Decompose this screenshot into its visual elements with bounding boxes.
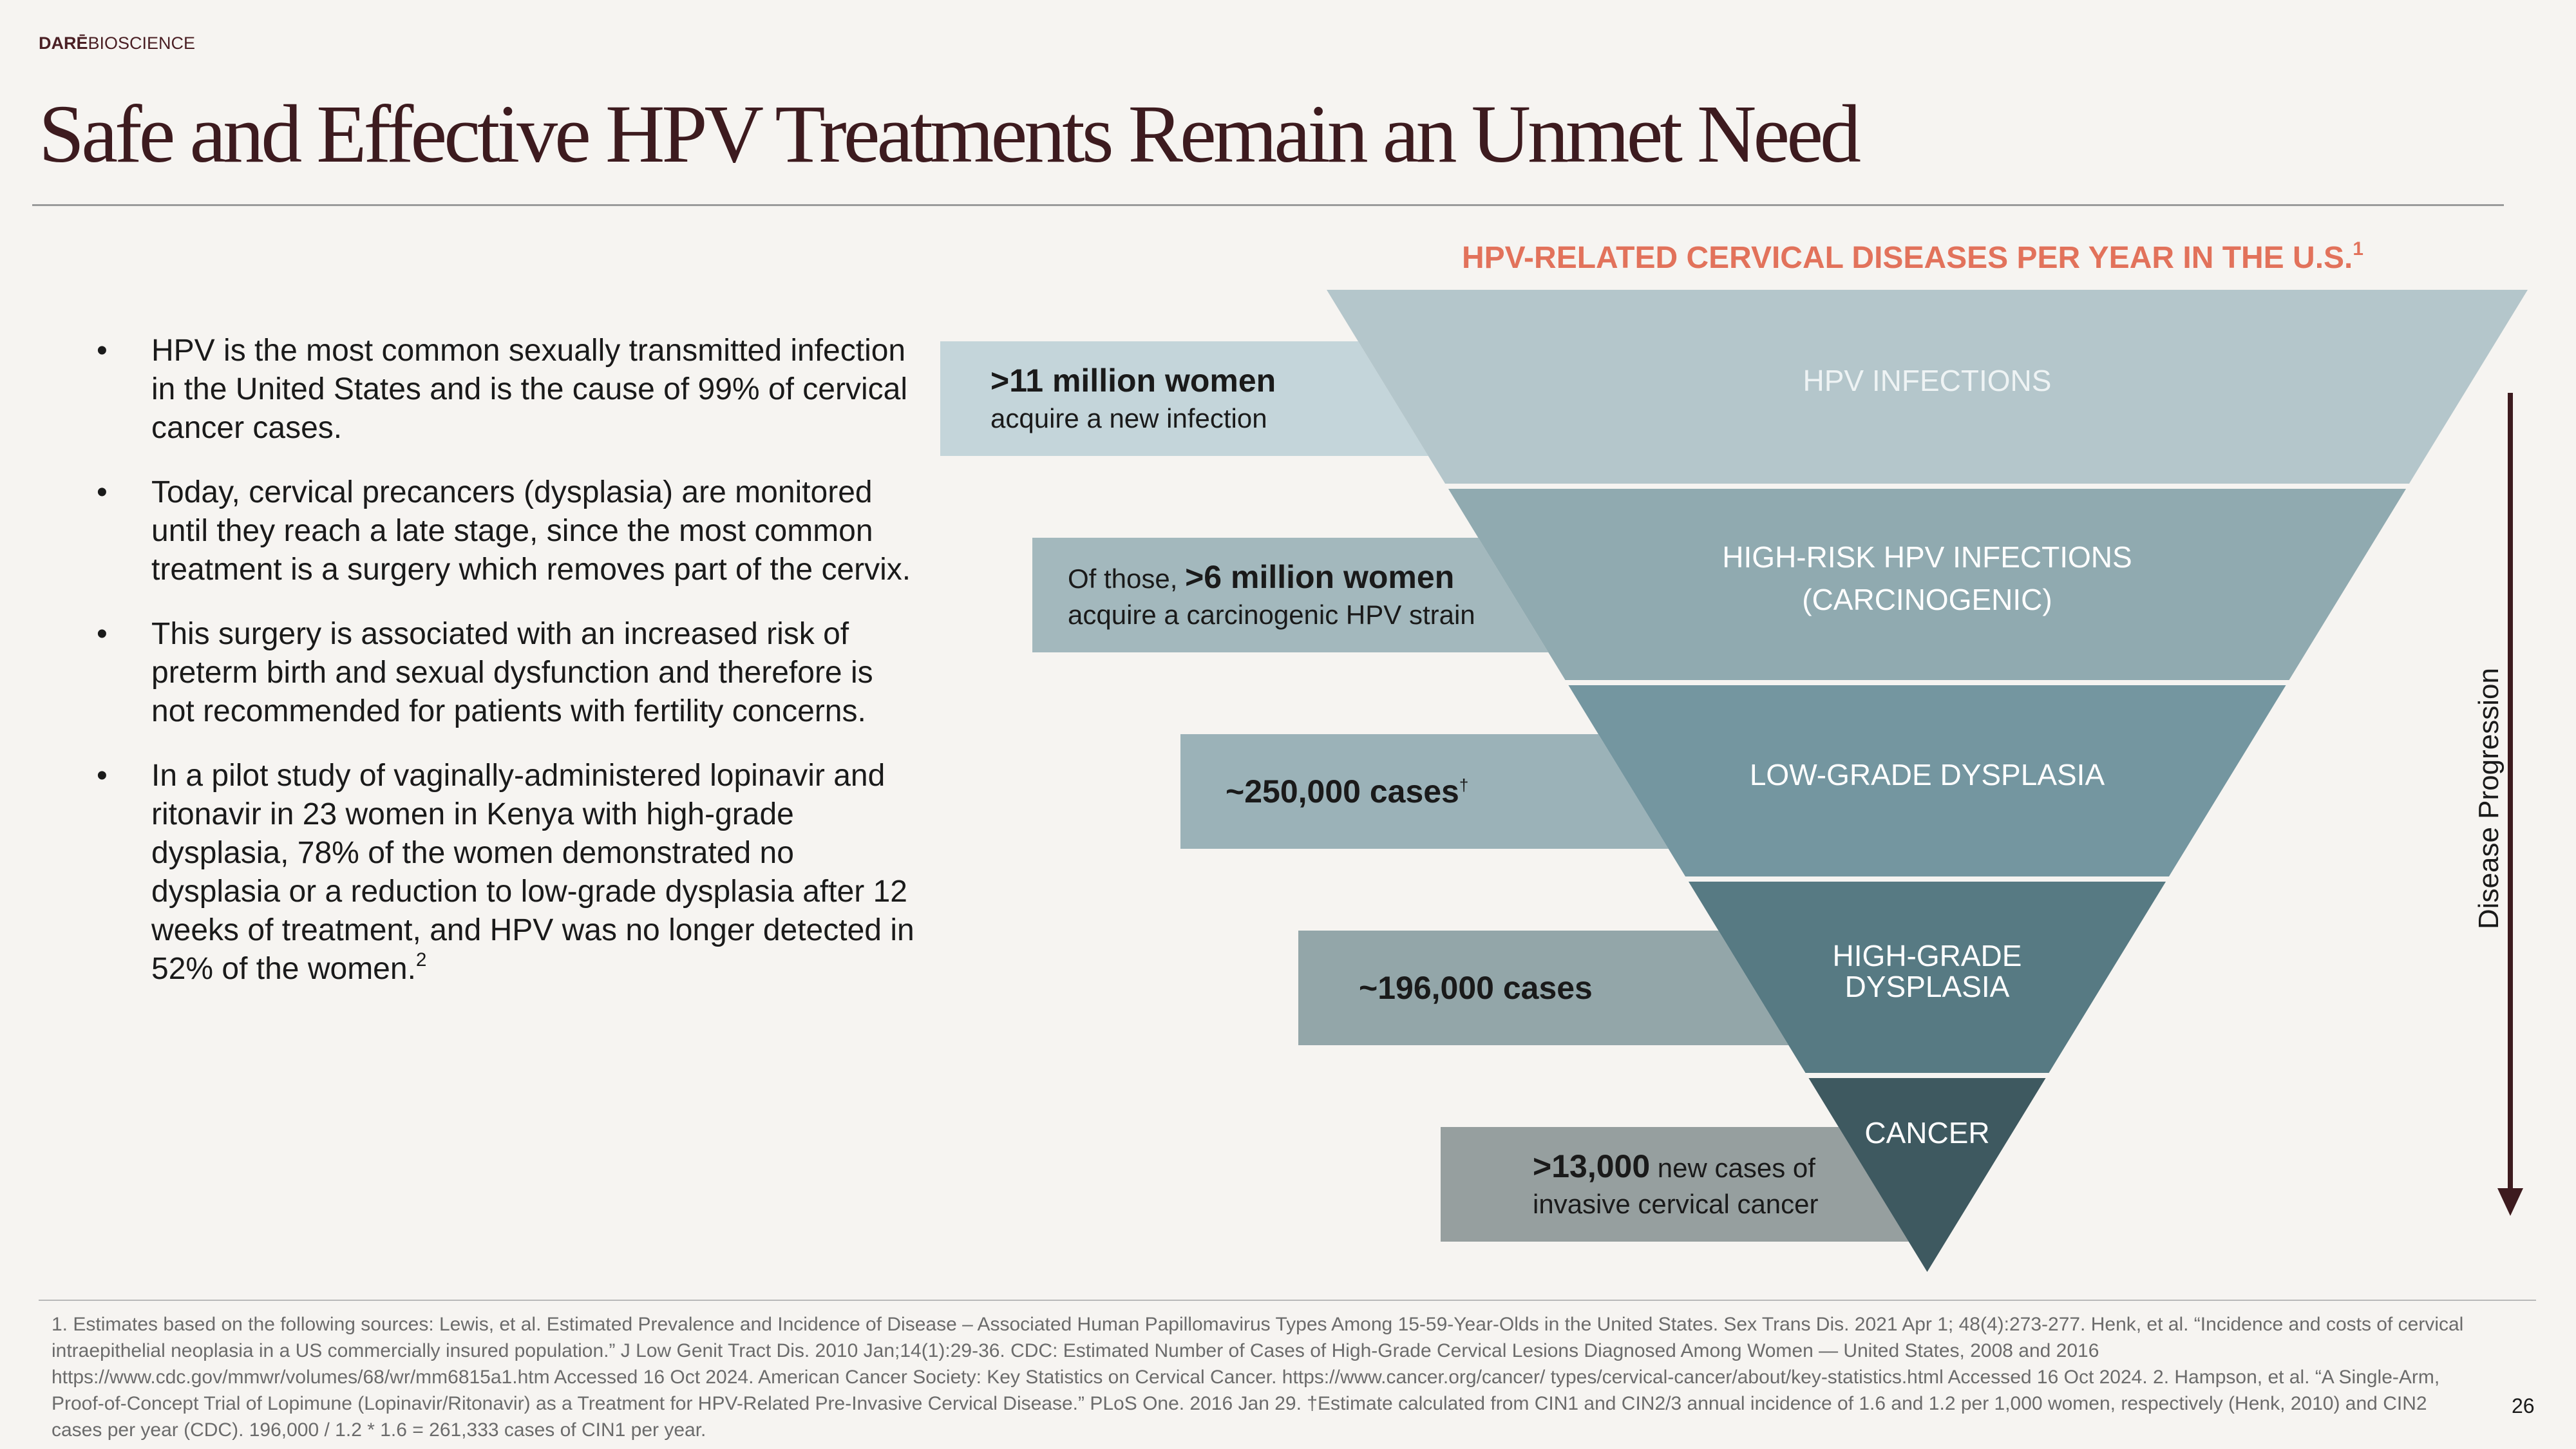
page-number: 26 (2512, 1394, 2535, 1417)
funnel-stat-line: >13,000 new cases of (1533, 1148, 1815, 1184)
bullet-text: This surgery is associated with an increased risk of preterm birth and sexual dysfunction and therefore is not recommended for patients with fertility concerns. (151, 617, 873, 728)
footnote-divider (39, 1300, 2536, 1301)
funnel-stat-line: ~250,000 cases† (1226, 773, 1469, 810)
funnel-stat-text (1068, 559, 1475, 633)
funnel-stat-line: ~196,000 cases (1359, 970, 1593, 1006)
disease-progression-label: Disease Progression (2473, 668, 2505, 929)
funnel-band-label (1605, 753, 2249, 796)
page-title: Safe and Effective HPV Treatments Remain an Unmet Need (39, 88, 1858, 180)
funnel-stat-line: acquire a new infection (990, 403, 1267, 433)
funnel-band-label-line: HPV INFECTIONS (1803, 363, 2052, 397)
bullet-text: Today, cervical precancers (dysplasia) are monitored until they reach a late stage, since the most common treatment is a surgery which removes part of the cervix. (151, 475, 911, 587)
logo-wordmark-light: BIOSCIENCE (88, 33, 196, 53)
funnel-band-label-line: (CARCINOGENIC) (1802, 582, 2052, 616)
funnel-stat-line: Of those, >6 million women (1068, 559, 1455, 595)
funnel-band-label-line: CANCER (1864, 1116, 1990, 1150)
funnel-band-label-line: DYSPLASIA (1844, 969, 2010, 1003)
funnel-stat-text (1226, 773, 1468, 811)
funnel-band-label-line: LOW-GRADE DYSPLASIA (1749, 757, 2105, 791)
funnel-stat-text (1533, 1148, 1819, 1222)
funnel-stat-line: acquire a carcinogenic HPV strain (1068, 600, 1475, 630)
funnel-stat-line: >11 million women (990, 363, 1276, 399)
funnel-band-label (1605, 359, 2249, 402)
bullet-marker: • (97, 617, 108, 651)
bullet-text: HPV is the most common sexually transmitted infection in the United States and is the cause of 99% of cervical cancer cases. (151, 334, 908, 445)
funnel-band-label (1605, 940, 2249, 1002)
funnel-band-label-line: HIGH-RISK HPV INFECTIONS (1722, 540, 2132, 574)
funnel-stat-text (990, 363, 1276, 437)
progress-arrow-head (2497, 1188, 2523, 1216)
footnote: 1. Estimates based on the following sources: Lewis, et al. Estimated Prevalence and Incidence of Disease – Associated Human Papillomavirus Types Among 15-59-Year-Olds in the United States. Sex Trans Dis. 2021 Apr 1; 48(4):273-277. Henk, et al. “Incidence and costs of cervical intraepithelial neoplasia in a US commercially insured population.” J Low Genit Tract Dis. 2010 Jan;14(1):29-36. CDC: Estimated Number of Cases of High-Grade Cervical Lesions Diagnosed Among Women — United States, 2008 and 2016 https://www.cdc.gov/mmwr/volumes/68/wr/mm6815a1.htm Accessed 16 Oct 2024. American Cancer Society: Key Statistics on Cervical Cancer. https://www.cancer.org/cancer/ types/cervical-cancer/about/key-statistics.html Accessed 16 Oct 2024. 2. Hampson, et al. “A Single-Arm, Proof-of-Concept Trial of Lopimune (Lopinavir/Ritonavir) as a Treatment for HPV-Related Pre-Invasive Cervical Disease.” PLoS One. 2016 Jan 29. †Estimate calculated from CIN1 and CIN2/3 annual incidence of 1.6 and 1.2 per 1,000 women, respectively (Henk, 2010) and CIN2 cases per year (CDC). 196,000 / 1.2 * 1.6 = 261,333 cases of CIN1 per year. (52, 1314, 2464, 1441)
funnel-band-label (1605, 536, 2249, 621)
funnel-stat-line: invasive cervical cancer (1533, 1189, 1819, 1219)
funnel-stat-text (1359, 970, 1593, 1008)
bullet-marker: • (97, 759, 108, 793)
bullet-text: In a pilot study of vaginally-administered lopinavir and ritonavir in 23 women in Kenya with high-grade dysplasia, 78% of the women demonstrated no dysplasia or a reduction to low-grade dysplasia after 12 weeks of treatment, and HPV was no longer detected in 52% of the women. (151, 759, 914, 986)
funnel-title-sup: 1 (2353, 238, 2363, 260)
logo-wordmark-bold: DARĒ (39, 33, 88, 53)
bullet-marker: • (97, 475, 108, 509)
funnel-band-label-line: HIGH-GRADE (1832, 938, 2022, 972)
reference-sup: 2 (415, 949, 427, 971)
funnel-title-text: HPV-RELATED CERVICAL DISEASES PER YEAR IN THE U.S. (1462, 241, 2353, 275)
bullet-marker: • (97, 334, 108, 368)
